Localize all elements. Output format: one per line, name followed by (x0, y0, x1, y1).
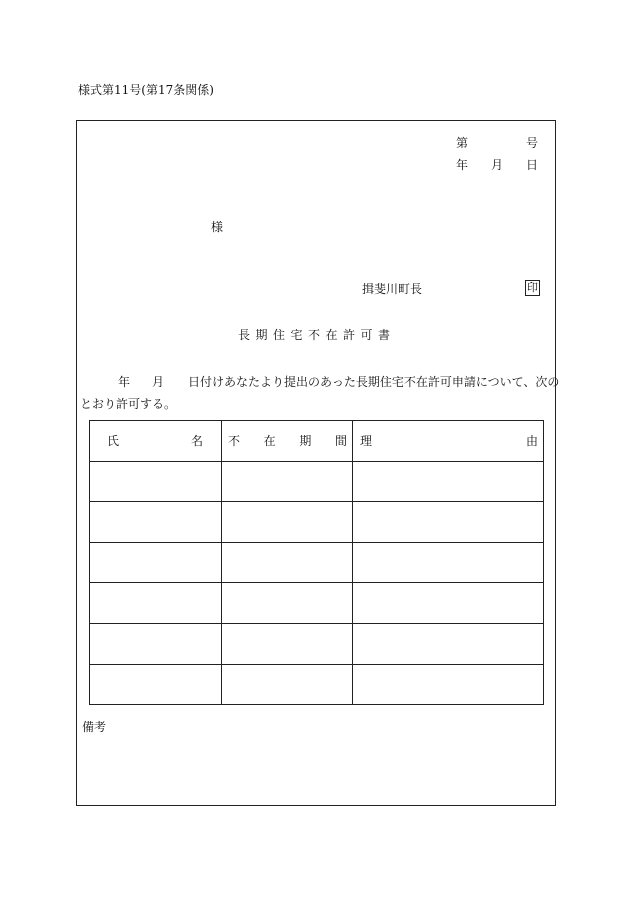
name-cell[interactable] (90, 583, 222, 624)
header-reason-char: 理 (360, 434, 373, 449)
body-text-line-2: とおり許可する。 (80, 397, 177, 411)
number-suffix: 号 (525, 136, 538, 150)
recipient-honorific: 様 (211, 220, 224, 234)
document-number-line (456, 137, 538, 149)
table-header-row (90, 421, 544, 462)
remarks-label: 備考 (82, 720, 107, 734)
period-cell[interactable] (222, 542, 353, 583)
document-title: 長期住宅不在許可書 (238, 328, 396, 342)
date-year: 年 (456, 158, 469, 172)
table-row (90, 583, 544, 624)
table-row (90, 542, 544, 583)
table-row (90, 623, 544, 664)
body-text: 日付けあなたより提出のあった長期住宅不在許可申請について、次の (188, 375, 560, 389)
name-cell[interactable] (90, 623, 222, 664)
header-reason (353, 421, 544, 462)
date-month: 月 (490, 158, 503, 172)
reason-cell[interactable] (353, 583, 544, 624)
header-period-char: 期 (299, 434, 312, 449)
period-cell[interactable] (222, 664, 353, 705)
form-number-label: 様式第11号(第17条関係) (78, 83, 214, 97)
period-cell[interactable] (222, 583, 353, 624)
header-absence-period (222, 421, 353, 462)
issue-date-line (456, 159, 538, 171)
table-row (90, 461, 544, 502)
date-day: 日 (525, 158, 538, 172)
name-cell[interactable] (90, 664, 222, 705)
reason-cell[interactable] (353, 623, 544, 664)
body-year: 年 (118, 375, 131, 389)
reason-cell[interactable] (353, 461, 544, 502)
period-cell[interactable] (222, 461, 353, 502)
body-text-line-1 (118, 376, 559, 388)
seal-mark: 印 (527, 281, 538, 294)
residents-table (89, 420, 544, 705)
header-period-char: 間 (334, 434, 347, 449)
issuer-name: 揖斐川町長 (362, 282, 423, 296)
header-period-char: 在 (263, 434, 276, 449)
number-prefix: 第 (456, 136, 469, 150)
header-name-char: 名 (190, 434, 203, 449)
reason-cell[interactable] (353, 542, 544, 583)
name-cell[interactable] (90, 461, 222, 502)
period-cell[interactable] (222, 623, 353, 664)
table-row (90, 664, 544, 705)
header-reason-char: 由 (525, 434, 538, 449)
period-cell[interactable] (222, 502, 353, 543)
header-name (90, 421, 222, 462)
table-row (90, 502, 544, 543)
reason-cell[interactable] (353, 664, 544, 705)
header-period-char: 不 (228, 434, 241, 449)
body-month: 月 (152, 375, 165, 389)
reason-cell[interactable] (353, 502, 544, 543)
name-cell[interactable] (90, 502, 222, 543)
header-name-char: 氏 (107, 434, 120, 449)
name-cell[interactable] (90, 542, 222, 583)
